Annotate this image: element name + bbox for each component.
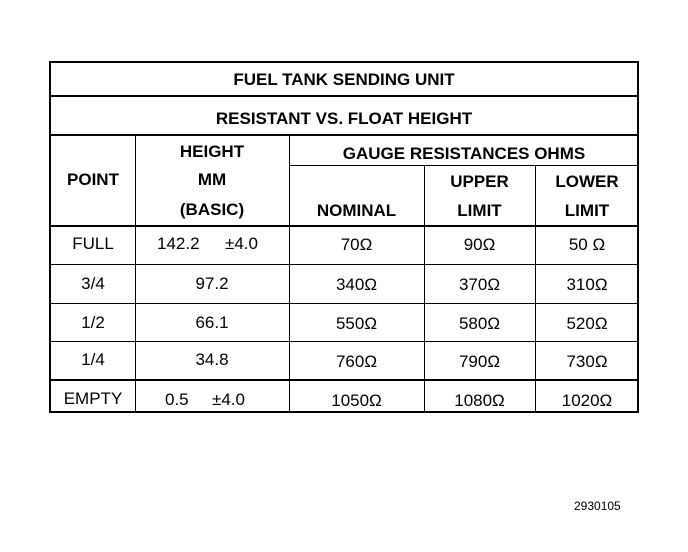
cell-point-full: FULL — [72, 234, 114, 253]
cell-height-1-2: 66.1 — [195, 313, 229, 332]
cell-point-1-2: 1/2 — [81, 313, 105, 332]
cell-nominal-1-4: 760Ω — [335, 352, 378, 371]
header-lower-line2: LIMIT — [564, 201, 610, 220]
cell-nominal-3-4: 340Ω — [335, 275, 378, 294]
row-divider — [49, 264, 639, 265]
row-divider — [49, 341, 639, 342]
header-height-line1: HEIGHT — [179, 142, 245, 161]
header-height-line2: MM — [197, 170, 227, 189]
table-subtitle: RESISTANT VS. FLOAT HEIGHT — [215, 109, 473, 128]
cell-point-1-4: 1/4 — [81, 350, 105, 369]
cell-nominal-full: 70Ω — [340, 235, 373, 254]
cell-lower-1-2: 520Ω — [566, 314, 608, 333]
cell-point-3-4: 3/4 — [81, 274, 105, 293]
cell-height-3-4: 97.2 — [195, 274, 229, 293]
cell-lower-full: 50 Ω — [568, 235, 606, 254]
cell-height-full: 142.2 — [157, 234, 200, 253]
cell-point-empty: EMPTY — [63, 389, 123, 408]
cell-upper-1-2: 580Ω — [458, 314, 501, 333]
header-point: POINT — [67, 170, 119, 189]
cell-height-empty: 0.5 — [165, 390, 189, 409]
figure-number: 2930105 — [574, 499, 621, 513]
cell-lower-empty: 1020Ω — [561, 391, 613, 410]
cell-tolerance-full: ±4.0 — [225, 234, 258, 253]
cell-nominal-empty: 1050Ω — [331, 391, 382, 410]
header-upper-line2: LIMIT — [457, 201, 502, 220]
header-upper-line1: UPPER — [450, 172, 509, 191]
header-nominal: NOMINAL — [316, 201, 397, 220]
title-divider — [49, 95, 639, 97]
table-title: FUEL TANK SENDING UNIT — [233, 70, 455, 89]
cell-nominal-1-2: 550Ω — [335, 314, 378, 333]
gauge-group-underline — [289, 165, 639, 166]
cell-lower-1-4: 730Ω — [566, 352, 608, 371]
row-divider — [49, 379, 639, 381]
header-gauge-group: GAUGE RESISTANCES OHMS — [342, 144, 586, 163]
cell-height-1-4: 34.8 — [195, 350, 229, 369]
cell-tolerance-empty: ±4.0 — [212, 390, 245, 409]
cell-upper-1-4: 790Ω — [458, 352, 501, 371]
header-divider — [49, 225, 639, 227]
cell-lower-3-4: 310Ω — [566, 275, 608, 294]
cell-upper-3-4: 370Ω — [458, 275, 501, 294]
row-divider — [49, 303, 639, 304]
cell-upper-empty: 1080Ω — [454, 391, 505, 410]
subtitle-divider — [49, 134, 639, 136]
header-lower-line1: LOWER — [555, 172, 619, 191]
cell-upper-full: 90Ω — [463, 235, 496, 254]
header-height-line3: (BASIC) — [179, 200, 245, 219]
